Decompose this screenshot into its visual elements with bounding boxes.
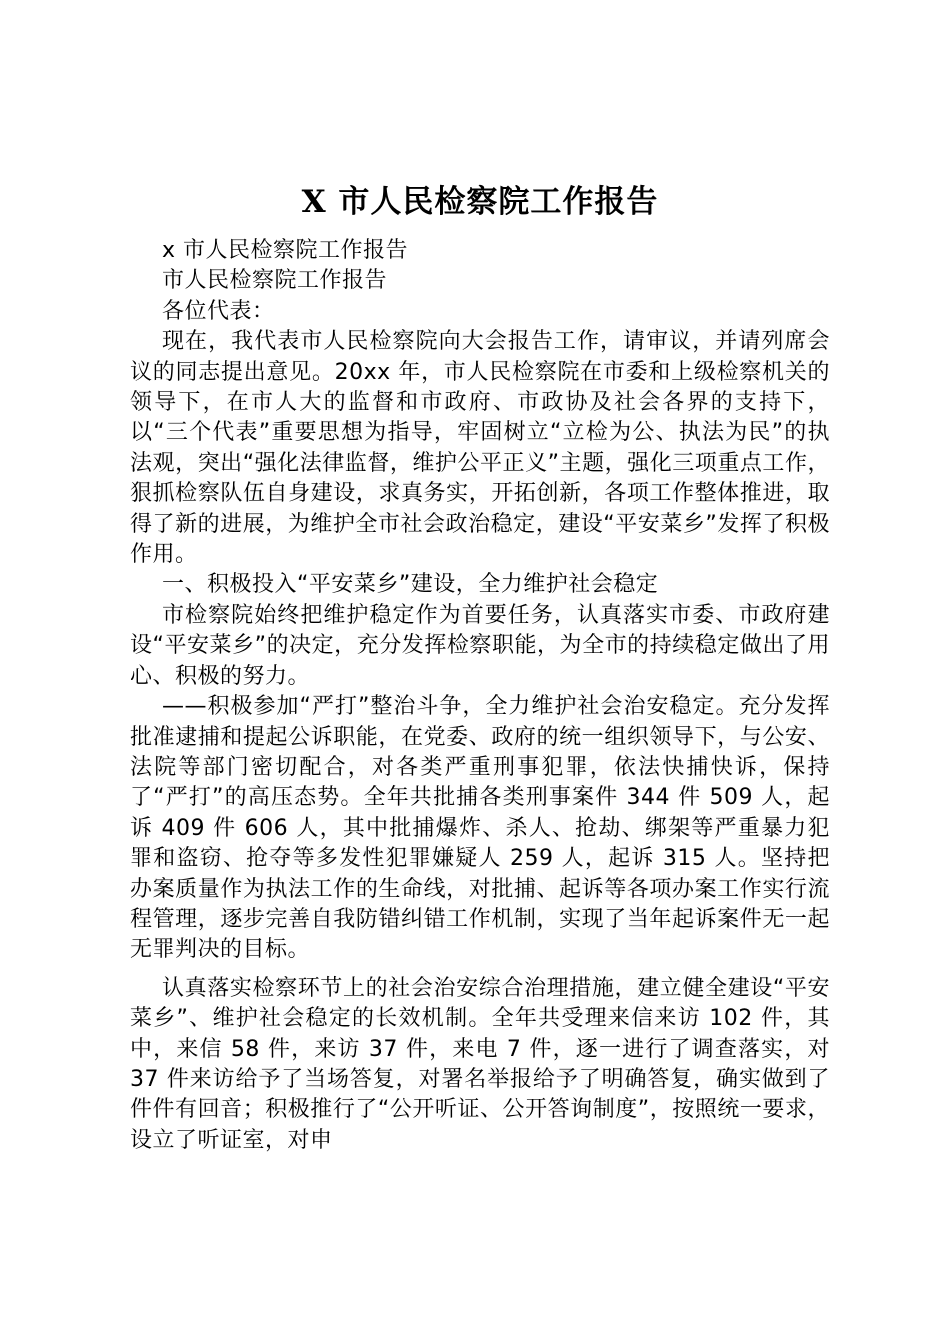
document-title: X 市人民检察院工作报告 bbox=[301, 184, 659, 220]
body-paragraph: 市检察院始终把维护稳定作为首要任务，认真落实市委、市政府建设“平安菜乡”的决定，充分发挥检察职能，为全市的持续稳定做出了用心、积极的努力。 bbox=[130, 602, 830, 689]
document-page bbox=[130, 180, 830, 1156]
body-paragraph: 认真落实检察环节上的社会治安综合治理措施，建立健全建设“平安菜乡”、维护社会稳定的长效机制。全年共受理来信来访 102 件，其中，来信 58 件，来访 37 件，来电 7 件，逐一进行了调查落实，对 37 件来访给予了当场答复，对署名举报给予了明确答复，确实做到了件件有回音；积极推行了“公开听证、公开答询制度”，按照统一要求，设立了听证室，对申 bbox=[130, 975, 830, 1153]
body-paragraph: ——积极参加“严打”整治斗争，全力维护社会治安稳定。充分发挥批准逮捕和提起公诉职能，在党委、政府的统一组织领导下，与公安、法院等部门密切配合，对各类严重刑事犯罪，依法快捕快诉，保持了“严打”的高压态势。全年共批捕各类刑事案件 344 件 509 人，起诉 409 件 606 人，其中批捕爆炸、杀人、抢劫、绑架等严重暴力犯罪和盗窃、抢夺等多发性犯罪嫌疑人 259 人，起诉 315 人。坚持把办案质量作为执法工作的生命线，对批捕、起诉等各项办案工作实行流程管理，逐步完善自我防错纠错工作机制，实现了当年起诉案件无一起无罪判决的目标。 bbox=[130, 694, 830, 963]
salutation: 各位代表： bbox=[162, 298, 275, 324]
subtitle-line: 市人民检察院工作报告 bbox=[162, 268, 388, 294]
body-paragraph: 现在，我代表市人民检察院向大会报告工作，请审议，并请列席会议的同志提出意见。20xx 年，市人民检察院在市委和上级检察机关的领导下，在市人大的监督和市政府、市政协及社会各界的支持下，以“三个代表”重要思想为指导，牢固树立“立检为公、执法为民”的执法观，突出“强化法律监督，维护公平正义”主题，强化三项重点工作，狠抓检察队伍自身建设，求真务实，开拓创新，各项工作整体推进，取得了新的进展，为维护全市社会政治稳定，建设“平安菜乡”发挥了积极作用。 bbox=[130, 329, 830, 568]
section-heading: 一、积极投入“平安菜乡”建设，全力维护社会稳定 bbox=[162, 572, 659, 598]
subtitle-line: x 市人民检察院工作报告 bbox=[162, 238, 409, 263]
